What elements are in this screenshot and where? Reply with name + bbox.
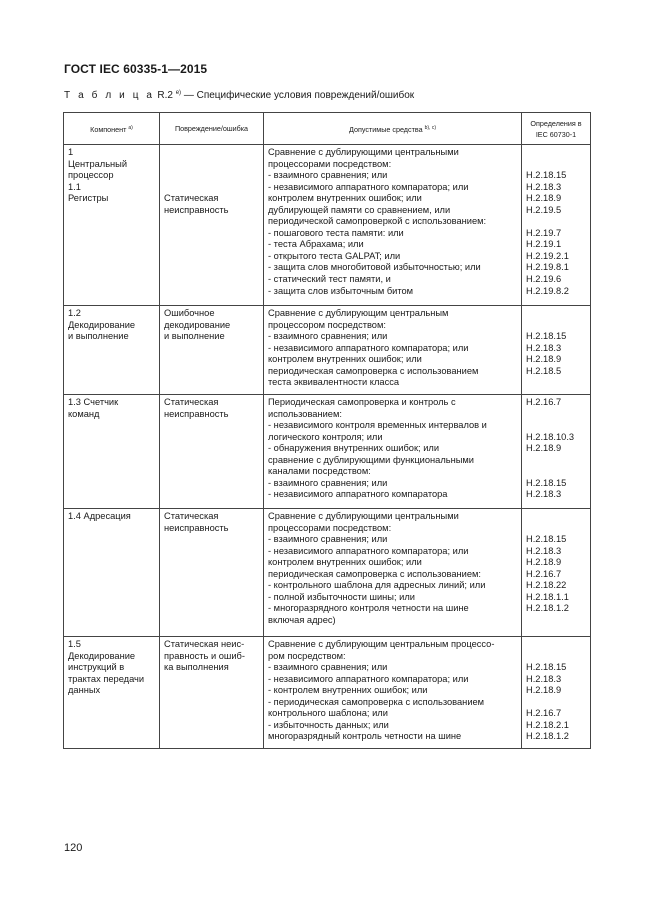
caption-text: — Специфические условия повреждений/ошибок xyxy=(181,90,415,101)
column-header-measures: Допустимые средства $^{b), c)}$ xyxy=(264,113,522,145)
cell-line: и выполнение xyxy=(68,331,129,342)
cell-line: ка выполнения xyxy=(164,662,229,673)
cell-line: периодическая самопроверка с использованием: xyxy=(268,568,481,579)
cell-line: H.2.18.9 xyxy=(526,193,562,204)
cell-line: - защита слов многобитовой избыточностью; или xyxy=(268,262,481,273)
cell-line: сравнение с дублирующими функциональными xyxy=(268,454,475,465)
cell-line: Декодирование xyxy=(68,650,136,661)
caption-number: R.2 xyxy=(157,90,173,101)
cell-line: многоразрядный контроль четности на шине xyxy=(268,731,462,742)
cell-line: 1.1 xyxy=(68,181,81,192)
cell-line: H.2.18.15 xyxy=(526,477,567,488)
cell-line: H.2.18.9 xyxy=(526,443,562,454)
cell-line: периодической самопроверкой с использованием: xyxy=(268,216,487,227)
cell-line: контрольного шаблона; или xyxy=(268,708,388,719)
cell-line xyxy=(164,182,260,194)
cell-line: H.2.19.7 xyxy=(526,227,562,238)
cell-line xyxy=(526,511,587,523)
cell-line: H.2.18.9 xyxy=(526,354,562,365)
cell-line xyxy=(526,308,587,320)
cell-line: контролем внутренних ошибок; или xyxy=(268,354,422,365)
cell-line: 1.5 xyxy=(68,639,81,649)
cell-line xyxy=(526,697,587,709)
cell-line: - многоразрядного контроля четности на шине xyxy=(268,603,469,614)
fault-cell xyxy=(160,395,264,509)
table-header-row xyxy=(64,113,591,145)
cell-line: H.2.19.5 xyxy=(526,204,562,215)
measures-cell xyxy=(264,306,522,395)
cell-line: - защита слов избыточным битом xyxy=(268,285,414,296)
cell-line: теста эквивалентности класса xyxy=(268,377,400,388)
table-row xyxy=(64,306,591,395)
cell-line: периодическая самопроверка с использованием xyxy=(268,365,479,376)
table-row xyxy=(64,637,591,749)
component-cell xyxy=(64,395,160,509)
cell-line: H.2.18.5 xyxy=(526,365,562,376)
measures-cell xyxy=(264,145,522,306)
cell-line: H.2.16.7 xyxy=(526,568,562,579)
cell-line: Центральный xyxy=(68,158,128,169)
cell-line: H.2.18.15 xyxy=(526,534,567,545)
page-number: 120 xyxy=(64,842,83,854)
cell-line: Декодирование xyxy=(68,319,136,330)
caption-prefix: Т а б л и ц а xyxy=(64,90,155,101)
column-header-fault: Повреждение/ошибка xyxy=(160,113,264,145)
cell-line: Сравнение с дублирующим центральным xyxy=(268,308,449,318)
cell-line: - взаимного сравнения; или xyxy=(268,534,388,545)
cell-line xyxy=(164,170,260,182)
cell-line: - взаимного сравнения; или xyxy=(268,662,388,673)
cell-line: Сравнение с дублирующими центральными xyxy=(268,511,459,521)
cell-line: контролем внутренних ошибок; или xyxy=(268,193,422,204)
cell-line: Периодическая самопроверка и контроль с xyxy=(268,397,456,407)
fault-cell xyxy=(160,637,264,749)
cell-line xyxy=(526,466,587,478)
definition-refs-cell xyxy=(522,509,591,637)
cell-line: процессор xyxy=(68,170,114,181)
measures-cell xyxy=(264,637,522,749)
cell-line: H.2.18.9 xyxy=(526,557,562,568)
cell-line: H.2.18.10.3 xyxy=(526,431,575,442)
cell-line: включая адрес) xyxy=(268,614,336,625)
cell-line xyxy=(526,651,587,663)
cell-line: каналами посредством: xyxy=(268,466,371,477)
cell-line xyxy=(526,420,587,432)
cell-line: 1.2 xyxy=(68,308,81,318)
cell-line: - открытого теста GALPAT; или xyxy=(268,250,401,261)
cell-line: неисправность xyxy=(164,408,229,419)
cell-line: - избыточность данных; или xyxy=(268,719,389,730)
cell-line: неисправность xyxy=(164,522,229,533)
cell-line: - контрольного шаблона для адресных линий; или xyxy=(268,580,486,591)
table-row xyxy=(64,395,591,509)
cell-line: H.2.18.3 xyxy=(526,545,562,556)
cell-line: H.2.18.3 xyxy=(526,181,562,192)
cell-line: Сравнение с дублирующими центральными xyxy=(268,147,459,157)
cell-line: H.2.19.6 xyxy=(526,274,562,285)
cell-line: - независимого аппаратного компаратора; или xyxy=(268,673,469,684)
cell-line: - независимого контроля временных интервалов и xyxy=(268,420,487,431)
cell-line xyxy=(164,147,260,159)
cell-line: - взаимного сравнения; или xyxy=(268,331,388,342)
cell-line: контролем внутренних ошибок; или xyxy=(268,557,422,568)
cell-line: - пошагового теста памяти: или xyxy=(268,227,404,238)
cell-line: H.2.18.3 xyxy=(526,342,562,353)
cell-line: данных xyxy=(68,685,101,696)
measures-cell xyxy=(264,509,522,637)
cell-line: правность и ошиб- xyxy=(164,650,245,661)
definition-refs-cell xyxy=(522,306,591,395)
cell-line xyxy=(526,216,587,228)
cell-line: процессорами посредством: xyxy=(268,158,392,169)
cell-line: Статическая xyxy=(164,397,219,407)
cell-line: логического контроля; или xyxy=(268,431,383,442)
cell-line: - периодическая самопроверка с использованием xyxy=(268,696,485,707)
cell-line: H.2.18.2.1 xyxy=(526,719,569,730)
cell-line: - независимого аппаратного компаратора; или xyxy=(268,545,469,556)
cell-line: процессором посредством: xyxy=(268,319,386,330)
cell-line: H.2.16.7 xyxy=(526,708,562,719)
cell-line: трактах передачи xyxy=(68,673,145,684)
cell-line: H.2.18.22 xyxy=(526,580,567,591)
cell-line: H.2.18.3 xyxy=(526,673,562,684)
cell-line: H.2.18.15 xyxy=(526,331,567,342)
component-cell xyxy=(64,509,160,637)
table-row xyxy=(64,145,591,306)
cell-line: Статическая неис- xyxy=(164,639,245,649)
component-cell xyxy=(64,145,160,306)
cell-line: Статическая xyxy=(164,511,219,521)
cell-line: дублирующей памяти со сравнением, или xyxy=(268,204,451,215)
column-header-definitions: Определения в IEC 60730-1 xyxy=(522,113,591,145)
definition-refs-cell xyxy=(522,145,591,306)
cell-line: использованием: xyxy=(268,408,342,419)
cell-line: Регистры xyxy=(68,193,109,204)
cell-line: - независимого аппаратного компаратора; или xyxy=(268,342,469,353)
cell-line: Статическая xyxy=(164,193,219,204)
cell-line: Ошибочное xyxy=(164,308,215,318)
definition-refs-cell xyxy=(522,637,591,749)
cell-line: H.2.18.1.2 xyxy=(526,731,569,742)
cell-line: ром посредством: xyxy=(268,650,346,661)
cell-line: - полной избыточности шины; или xyxy=(268,591,415,602)
definition-refs-cell xyxy=(522,395,591,509)
cell-line: H.2.19.2.1 xyxy=(526,250,569,261)
cell-line: H.2.18.15 xyxy=(526,170,567,181)
measures-cell xyxy=(264,395,522,509)
cell-line xyxy=(526,615,587,627)
cell-line: - взаимного сравнения; или xyxy=(268,477,388,488)
cell-line: H.2.18.9 xyxy=(526,685,562,696)
cell-line: - взаимного сравнения; или xyxy=(268,170,388,181)
cell-line: H.2.19.1 xyxy=(526,239,562,250)
cell-line: команд xyxy=(68,408,100,419)
cell-line: H.2.19.8.2 xyxy=(526,285,569,296)
cell-line xyxy=(526,409,587,421)
cell-line xyxy=(526,377,587,389)
fault-cell xyxy=(160,145,264,306)
caption-footnote: e) xyxy=(175,90,182,96)
cell-line xyxy=(164,159,260,171)
cell-line xyxy=(526,147,587,159)
table-caption xyxy=(64,90,414,101)
cell-line: - независимого аппаратного компаратора; или xyxy=(268,181,469,192)
cell-line xyxy=(526,320,587,332)
cell-line: - обнаружения внутренних ошибок; или xyxy=(268,443,440,454)
cell-line: неисправность xyxy=(164,204,229,215)
cell-line: - контролем внутренних ошибок; или xyxy=(268,685,428,696)
cell-line xyxy=(526,159,587,171)
document-header: ГОСТ IEC 60335-1—2015 xyxy=(64,62,208,76)
cell-line xyxy=(526,523,587,535)
cell-line: H.2.16.7 xyxy=(526,397,562,407)
cell-line: и выполнение xyxy=(164,331,225,342)
cell-line: - статический тест памяти, и xyxy=(268,274,391,285)
component-cell xyxy=(64,306,160,395)
column-header-component: Компонент $^{a)}$ xyxy=(64,113,160,145)
cell-line: инструкций в xyxy=(68,662,125,673)
cell-line: H.2.18.3 xyxy=(526,489,562,500)
cell-line: декодирование xyxy=(164,319,231,330)
cell-line: 1 xyxy=(68,147,74,157)
cell-line: H.2.19.8.1 xyxy=(526,262,569,273)
table-row xyxy=(64,509,591,637)
cell-line: - независимого аппаратного компаратора xyxy=(268,489,448,500)
cell-line: H.2.18.1.1 xyxy=(526,591,569,602)
cell-line: - теста Абрахама; или xyxy=(268,239,364,250)
fault-cell xyxy=(160,306,264,395)
cell-line: 1.3 Счетчик xyxy=(68,397,119,407)
cell-line: 1.4 Адресация xyxy=(68,511,131,521)
cell-line: Сравнение с дублирующим центральным процессо- xyxy=(268,639,495,649)
cell-line: H.2.18.15 xyxy=(526,662,567,673)
fault-conditions-table xyxy=(63,112,591,749)
cell-line xyxy=(526,455,587,467)
component-cell xyxy=(64,637,160,749)
fault-cell xyxy=(160,509,264,637)
cell-line: процессорами посредством: xyxy=(268,522,392,533)
cell-line: H.2.18.1.2 xyxy=(526,603,569,614)
cell-line xyxy=(526,639,587,651)
